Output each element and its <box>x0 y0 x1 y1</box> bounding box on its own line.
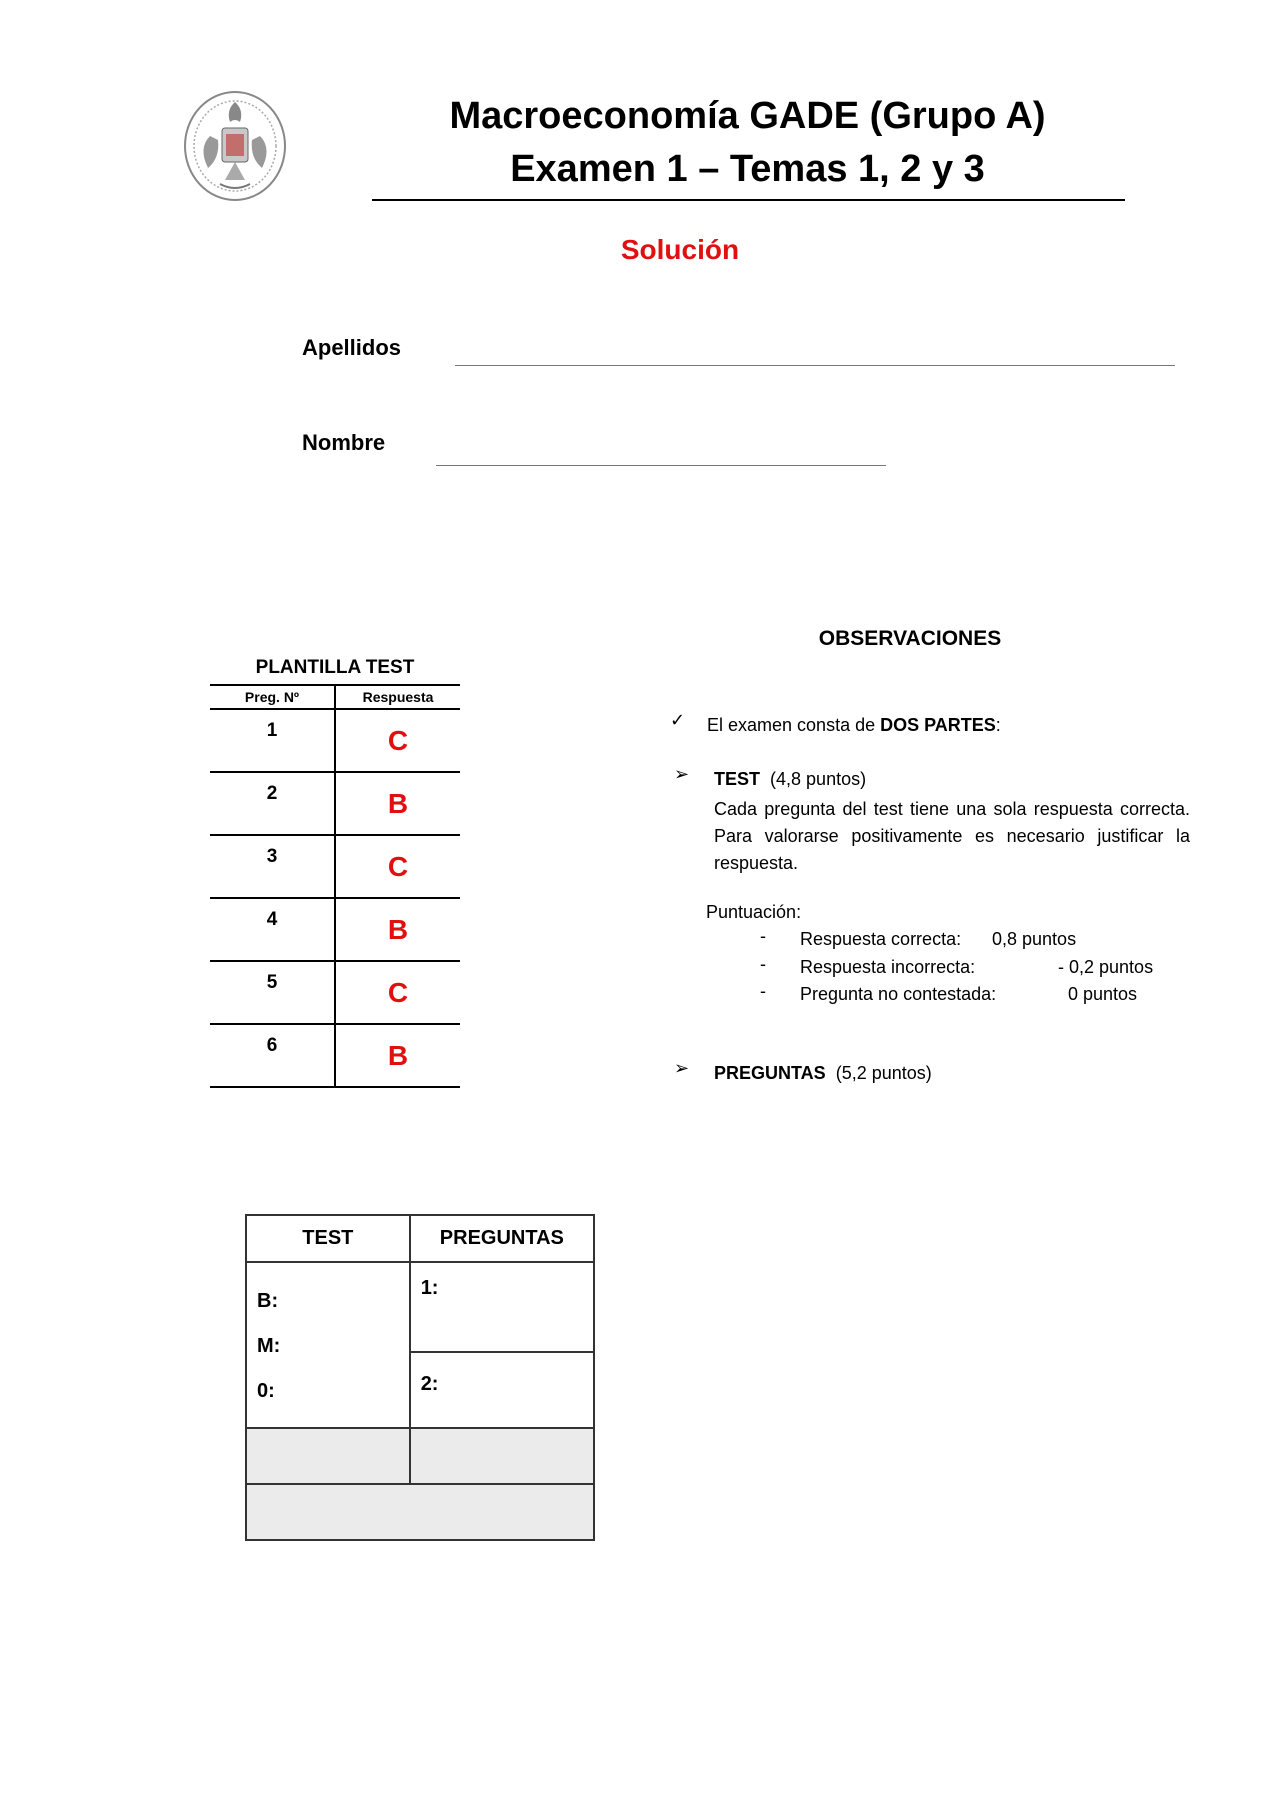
grade-question-1-cell <box>410 1262 594 1352</box>
test-label: TEST <box>714 769 761 789</box>
answer-row <box>210 772 460 835</box>
answer-row <box>210 1024 460 1087</box>
university-seal-logo <box>180 88 290 204</box>
question-number: 5 <box>210 961 335 1024</box>
grade-test-total <box>246 1428 410 1484</box>
answer-row <box>210 709 460 772</box>
answer-letter: C <box>335 961 460 1024</box>
exam-title-line1: Macroeconomía GADE (Grupo A) <box>449 95 1046 137</box>
question-column-header: Preg. Nº <box>210 685 335 709</box>
test-description: Cada pregunta del test tiene una sola respuesta correcta. Para valorarse positivamente es necesario justificar la respuesta. <box>714 799 1190 873</box>
scoring-value: - 0,2 puntos <box>1058 957 1154 977</box>
title-underline <box>372 199 1125 201</box>
scoring-row-unanswered <box>760 981 766 1002</box>
answer-column-header: Respuesta <box>335 685 460 709</box>
questions-part-heading <box>714 1060 932 1087</box>
scoring-dash: - <box>760 954 766 974</box>
scoring-label: Pregunta no contestada: <box>800 984 997 1004</box>
grade-box <box>245 1214 595 1541</box>
intro-suffix: : <box>995 715 1001 735</box>
university-seal-icon <box>180 88 290 204</box>
question-number: 4 <box>210 898 335 961</box>
intro-prefix: El examen consta de <box>707 715 881 735</box>
test-part-heading <box>714 766 866 793</box>
scoring-row-correct <box>760 926 766 947</box>
questions-points: (5,2 puntos) <box>835 1063 932 1083</box>
scoring-dash: - <box>760 981 766 1001</box>
grade-m-label: M: <box>257 1335 281 1357</box>
scoring-row-incorrect <box>760 954 766 975</box>
answer-row <box>210 898 460 961</box>
scoring-title: Puntuación: <box>706 902 802 922</box>
scoring-label: Respuesta incorrecta: <box>800 957 976 977</box>
name-field[interactable] <box>436 465 886 466</box>
question-number: 2 <box>210 772 335 835</box>
grade-questions-header: PREGUNTAS <box>410 1215 594 1262</box>
grade-zero-label: 0: <box>257 1380 275 1402</box>
grade-q1-label: 1: <box>420 1277 439 1299</box>
surname-label: Apellidos <box>302 335 402 360</box>
answer-letter: B <box>335 898 460 961</box>
answer-letter: B <box>335 772 460 835</box>
test-points: (4,8 puntos) <box>770 769 867 789</box>
observations-title: OBSERVACIONES <box>818 627 1002 650</box>
answer-letter: B <box>335 1024 460 1087</box>
grade-test-cell <box>246 1262 410 1428</box>
scoring-label: Respuesta correcta: <box>800 929 962 949</box>
question-number: 6 <box>210 1024 335 1087</box>
answer-letter: C <box>335 835 460 898</box>
questions-label: PREGUNTAS <box>714 1063 826 1083</box>
question-number: 3 <box>210 835 335 898</box>
grade-test-header: TEST <box>246 1215 410 1262</box>
exam-parts-intro <box>707 712 1001 739</box>
answer-row <box>210 835 460 898</box>
exam-title-line2: Examen 1 – Temas 1, 2 y 3 <box>510 148 985 190</box>
arrow-bullet-icon: ➢ <box>674 1058 690 1078</box>
grade-questions-total <box>410 1428 594 1484</box>
scoring-value: 0 puntos <box>1068 984 1138 1004</box>
grade-b-label: B: <box>257 1290 279 1312</box>
scoring-dash: - <box>760 926 766 946</box>
grade-q2-label: 2: <box>420 1373 439 1396</box>
surname-field[interactable] <box>455 365 1175 366</box>
grade-final-total <box>246 1484 594 1540</box>
scoring-value: 0,8 puntos <box>992 929 1077 949</box>
question-number: 1 <box>210 709 335 772</box>
arrow-bullet-icon: ➢ <box>674 764 690 784</box>
name-label: Nombre <box>302 430 386 455</box>
check-icon: ✓ <box>670 710 686 730</box>
answer-sheet-table <box>210 684 460 1088</box>
solution-label: Solución <box>620 234 740 265</box>
intro-bold: DOS PARTES <box>880 715 996 735</box>
answer-letter: C <box>335 709 460 772</box>
grade-question-2-cell <box>410 1352 594 1428</box>
answer-sheet-title: PLANTILLA TEST <box>255 657 415 678</box>
answer-row <box>210 961 460 1024</box>
